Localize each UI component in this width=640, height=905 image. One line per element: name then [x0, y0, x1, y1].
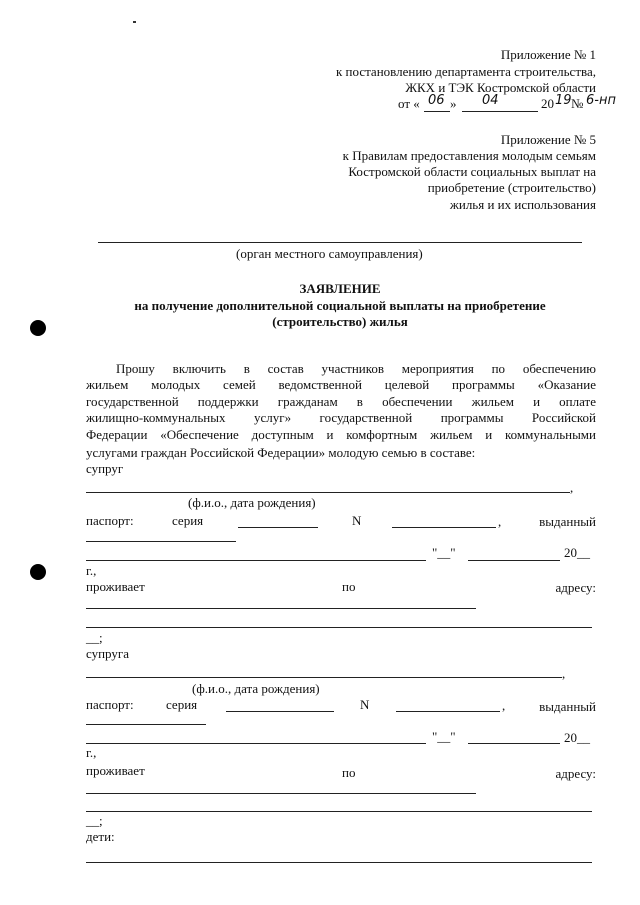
husband-po-label: по [342, 579, 356, 594]
husband-issued-line[interactable] [86, 541, 236, 542]
husband-address-line-1[interactable] [86, 608, 476, 609]
body-line-6: услугами граждан Российской Федерации» молодую семью в составе: [86, 445, 476, 460]
husband-name-end: , [570, 480, 574, 495]
wife-number-label: N [360, 697, 370, 712]
wife-number-comma: , [502, 698, 506, 713]
date-day: 06 [428, 93, 445, 108]
husband-issue-day: "__" [432, 545, 456, 560]
husband-number-line[interactable] [392, 527, 496, 528]
body-line-2: жильем молодых семей ведомственной целевой программы «Оказание [86, 377, 596, 392]
document-subtitle-2: (строительство) жилья [272, 314, 408, 329]
husband-passport-label: паспорт: [86, 513, 134, 528]
wife-issued-label: выданный [539, 699, 596, 714]
appendix1-line2: ЖКХ и ТЭК Костромской области [405, 80, 596, 95]
document-subtitle-1: на получение дополнительной социальной выплаты на приобретение [134, 298, 546, 313]
wife-issued-line[interactable] [86, 724, 206, 725]
date-month: 04 [482, 93, 499, 108]
wife-name-line[interactable] [86, 677, 562, 678]
date-month-line [462, 111, 538, 112]
appendix1-title: Приложение № 1 [500, 47, 596, 62]
appendix1-date-row [398, 93, 616, 114]
husband-series-line[interactable] [238, 527, 318, 528]
husband-label: супруг [86, 461, 124, 476]
wife-series-label: серия [166, 697, 198, 712]
husband-name-caption: (ф.и.о., дата рождения) [188, 495, 316, 510]
appendix5-line3: приобретение (строительство) [427, 180, 596, 195]
appendix5-line2: Костромской области социальных выплат на [348, 164, 596, 179]
husband-issuer-line[interactable] [86, 560, 426, 561]
wife-address-line-1[interactable] [86, 793, 476, 794]
appendix1-line1: к постановлению департамента строительства, [335, 64, 596, 79]
document-number: 6-нп [586, 93, 616, 108]
date-year: 19 [555, 93, 572, 108]
wife-lives-label: проживает [86, 763, 145, 778]
date-prefix: от « [398, 96, 420, 111]
body-line-1: Прошу включить в состав участников мероприятия по обеспечению [116, 361, 596, 376]
appendix5-line1: к Правилам предоставления молодым семьям [342, 148, 596, 163]
husband-number-label: N [352, 513, 362, 528]
husband-address-line-2[interactable] [86, 627, 592, 628]
husband-city-suffix: г., [86, 563, 97, 578]
date-year-prefix: 20 [541, 96, 554, 111]
wife-issue-year: 20__ [564, 730, 590, 745]
body-line-5: Федерации «Обеспечение доступным и комфортным жильем и коммунальными [86, 427, 596, 442]
wife-issuer-line[interactable] [86, 743, 426, 744]
husband-address-label: адресу: [555, 580, 596, 595]
husband-issue-month-line[interactable] [468, 560, 560, 561]
husband-name-line[interactable] [86, 492, 570, 493]
scan-speck [133, 21, 136, 23]
children-label: дети: [86, 829, 115, 844]
husband-lives-label: проживает [86, 579, 145, 594]
body-line-3: государственной поддержки гражданам в обеспечении жильем и оплате [86, 394, 596, 409]
wife-po-label: по [342, 765, 356, 780]
number-prefix: № [571, 96, 584, 111]
wife-number-line[interactable] [396, 711, 500, 712]
document-title: ЗАЯВЛЕНИЕ [299, 281, 381, 296]
punch-hole-bottom [30, 564, 46, 580]
wife-issue-month-line[interactable] [468, 743, 560, 744]
wife-issue-day: "__" [432, 729, 456, 744]
authority-line[interactable] [98, 242, 582, 243]
wife-label: супруга [86, 646, 129, 661]
children-line[interactable] [86, 862, 592, 863]
wife-address-line-2[interactable] [86, 811, 592, 812]
wife-passport-label: паспорт: [86, 697, 134, 712]
husband-issue-year: 20__ [564, 545, 590, 560]
date-day-line [424, 111, 450, 112]
date-mid: » [450, 96, 457, 111]
husband-address-end: __; [86, 630, 103, 645]
wife-address-end: __; [86, 813, 103, 828]
wife-address-label: адресу: [555, 766, 596, 781]
husband-issued-label: выданный [539, 514, 596, 529]
wife-city-suffix: г., [86, 745, 97, 760]
husband-series-label: серия [172, 513, 204, 528]
wife-series-line[interactable] [226, 711, 334, 712]
husband-number-comma: , [498, 514, 502, 529]
wife-name-caption: (ф.и.о., дата рождения) [192, 681, 320, 696]
appendix5-title: Приложение № 5 [500, 132, 596, 147]
body-line-4: жилищно-коммунальных услуг» государственной программы Российской [86, 410, 596, 425]
wife-name-end: , [562, 666, 566, 681]
appendix5-line4: жилья и их использования [449, 197, 596, 212]
authority-caption: (орган местного самоуправления) [236, 246, 423, 261]
